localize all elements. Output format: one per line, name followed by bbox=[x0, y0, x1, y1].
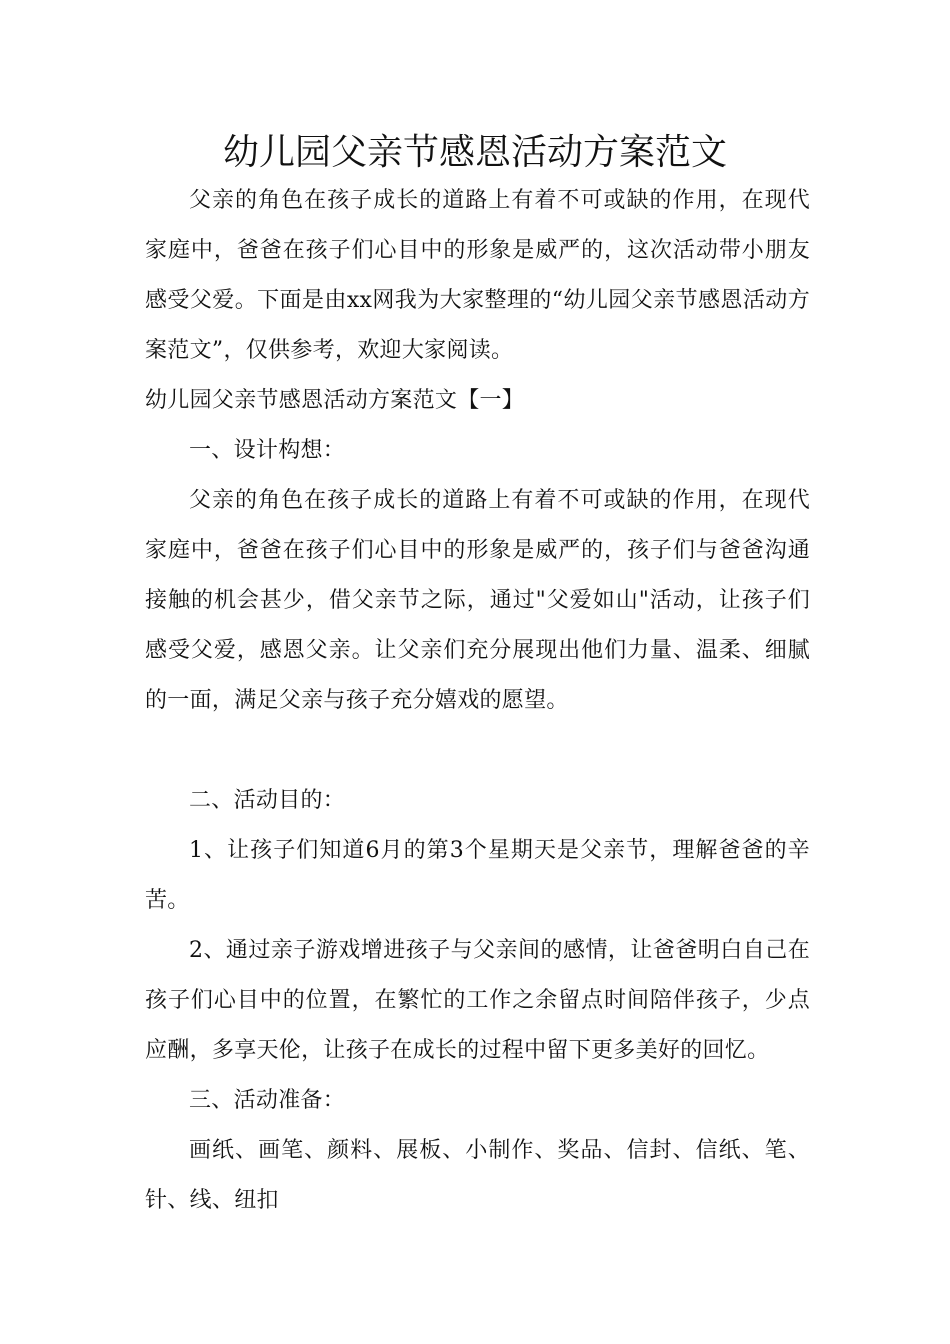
design-concept-paragraph: 父亲的角色在孩子成长的道路上有着不可或缺的作用，在现代家庭中，爸爸在孩子们心目中的形象是威严的，孩子们与爸爸沟通接触的机会甚少，借父亲节之际，通过"父爱如山"活动，让孩子们感受父爱，感恩父亲。让父亲们充分展现出他们力量、温柔、细腻的一面，满足父亲与孩子充分嬉戏的愿望。 bbox=[145, 488, 810, 713]
document-body bbox=[145, 176, 810, 1226]
goal-item-1: 1、让孩子们知道6月的第3个星期天是父亲节，理解爸爸的辛苦。 bbox=[145, 838, 810, 913]
blank-line bbox=[145, 726, 810, 776]
heading-activity-goals: 二、活动目的： bbox=[189, 788, 346, 813]
document-title: 幼儿园父亲节感恩活动方案范文 bbox=[222, 132, 727, 173]
materials-list: 画纸、画笔、颜料、展板、小制作、奖品、信封、信纸、笔、针、线、纽扣 bbox=[145, 1138, 810, 1213]
heading-activity-preparation: 三、活动准备： bbox=[189, 1088, 346, 1113]
section-title: 幼儿园父亲节感恩活动方案范文【一】 bbox=[145, 388, 525, 413]
goal-item-2: 2、通过亲子游戏增进孩子与父亲间的感情，让爸爸明白自己在孩子们心目中的位置，在繁忙的工作之余留点时间陪伴孩子，少点应酬，多享天伦，让孩子在成长的过程中留下更多美好的回忆。 bbox=[145, 938, 810, 1063]
intro-paragraph: 父亲的角色在孩子成长的道路上有着不可或缺的作用，在现代家庭中，爸爸在孩子们心目中的形象是威严的，这次活动带小朋友感受父爱。下面是由xx网我为大家整理的“幼儿园父亲节感恩活动方案范文”，仅供参考，欢迎大家阅读。 bbox=[145, 188, 810, 363]
heading-design-concept: 一、设计构想： bbox=[189, 438, 346, 463]
